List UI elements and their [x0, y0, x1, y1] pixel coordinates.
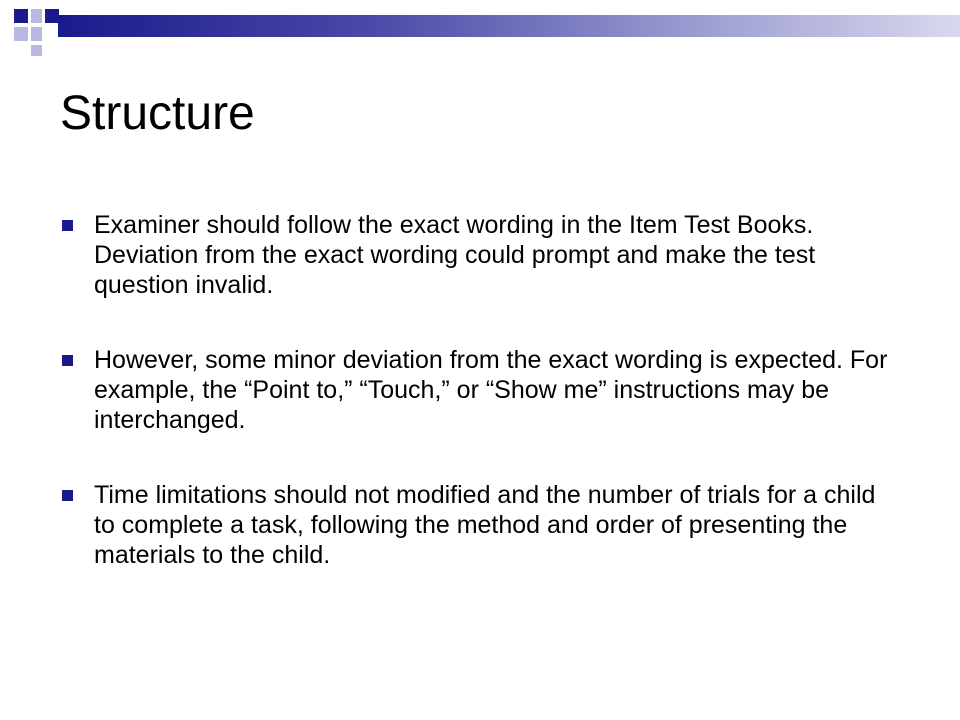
- slide-title: Structure: [60, 87, 255, 140]
- square-bullet-icon: [62, 490, 73, 501]
- bullet-list: [62, 210, 892, 615]
- bullet-item: [62, 210, 892, 300]
- decor-square: [31, 9, 42, 23]
- square-bullet-icon: [62, 220, 73, 231]
- header-decoration: [0, 0, 960, 60]
- bullet-item: [62, 345, 892, 435]
- bullet-text: Examiner should follow the exact wording in the Item Test Books. Deviation from the exact wording could prompt and make the test question invalid.: [94, 211, 816, 299]
- decor-square: [45, 9, 59, 23]
- header-gradient-band: [58, 15, 960, 37]
- decor-square: [14, 9, 28, 23]
- bullet-text: Time limitations should not modified and the number of trials for a child to complete a task, following the method and order of presenting the materials to the child.: [94, 481, 876, 569]
- decor-square: [31, 45, 42, 56]
- decor-square: [31, 27, 42, 41]
- bullet-text: However, some minor deviation from the exact wording is expected. For example, the “Point to,” “Touch,” or “Show me” instructions may be interchanged.: [94, 346, 888, 434]
- bullet-item: [62, 480, 892, 570]
- decor-square: [14, 27, 28, 41]
- square-bullet-icon: [62, 355, 73, 366]
